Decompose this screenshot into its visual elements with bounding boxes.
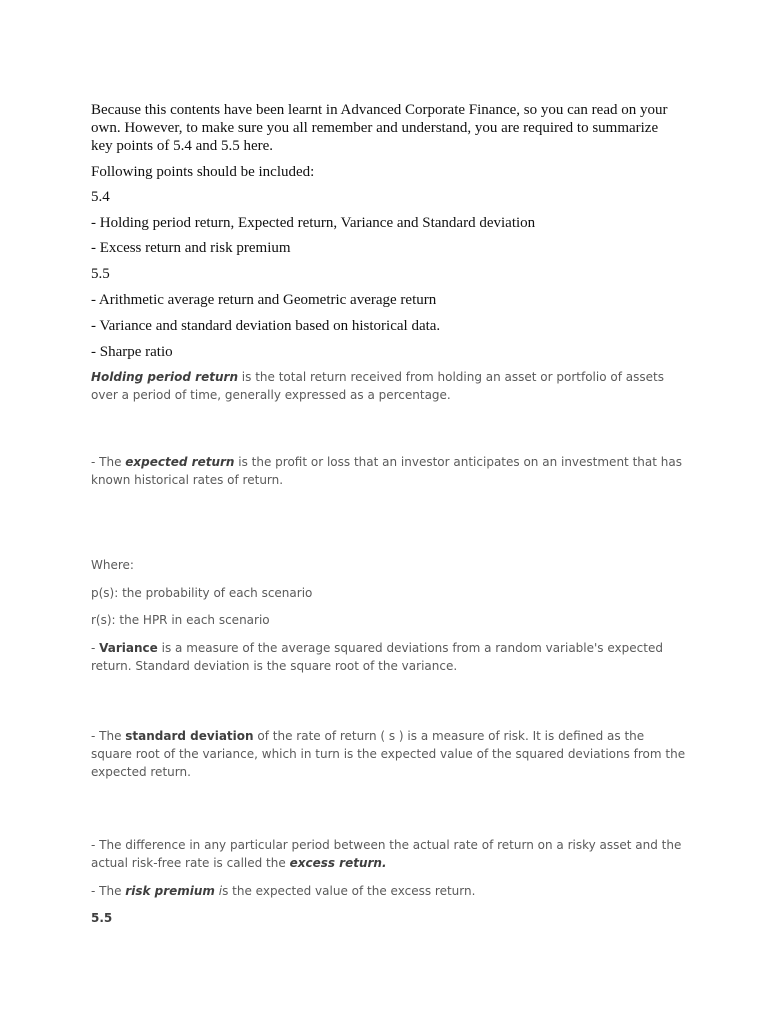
section-heading-5-5: 5.5 (91, 266, 110, 282)
list-item: - Arithmetic average return and Geometric average return (91, 292, 437, 308)
expected-return-definition: - The expected return is the profit or loss that an investor anticipates on an investment that has known historical rates of return. (91, 455, 682, 487)
where-item: r(s): the HPR in each scenario (91, 613, 270, 627)
list-item: - Excess return and risk premium (91, 240, 291, 256)
section-heading-5-5-bottom: 5.5 (91, 911, 113, 925)
term: Holding period return (91, 370, 238, 384)
term: standard deviation (125, 729, 254, 743)
term: Variance (99, 641, 158, 655)
list-item: - Holding period return, Expected return, Variance and Standard deviation (91, 215, 536, 231)
points-intro: Following points should be included: (91, 164, 315, 180)
variance-definition: - Variance is a measure of the average squared deviations from a random variable's expected return. Standard deviation is the square root of the variance. (91, 641, 663, 673)
list-item: - Sharpe ratio (91, 344, 173, 360)
std-definition: - The standard deviation of the rate of return ( s ) is a measure of risk. It is defined as the square root of the variance, which in turn is the expected value of the squared deviations from the expected return. (91, 729, 686, 779)
intro-paragraph: Because this contents have been learnt in Advanced Corporate Finance, so you can read on your own. However, to make sure you all remember and understand, you are required to summarize key points of 5.4 and 5.5 here. (91, 102, 668, 154)
list-item: - Variance and standard deviation based on historical data. (91, 318, 441, 334)
risk-premium-definition: - The risk premium is the expected value of the excess return. (91, 884, 476, 898)
hpr-definition: Holding period return is the total return received from holding an asset or portfolio of assets over a period of time, generally expressed as a percentage. (91, 370, 664, 402)
section-heading-5-4: 5.4 (91, 189, 110, 205)
where-item: p(s): the probability of each scenario (91, 586, 313, 600)
term: expected return (125, 455, 235, 469)
term: risk premium (125, 884, 215, 898)
excess-return-definition: - The difference in any particular period between the actual rate of return on a risky asset and the actual risk-free rate is called the excess return. (91, 838, 682, 870)
term: excess return. (289, 856, 387, 870)
where-label: Where: (91, 558, 134, 572)
